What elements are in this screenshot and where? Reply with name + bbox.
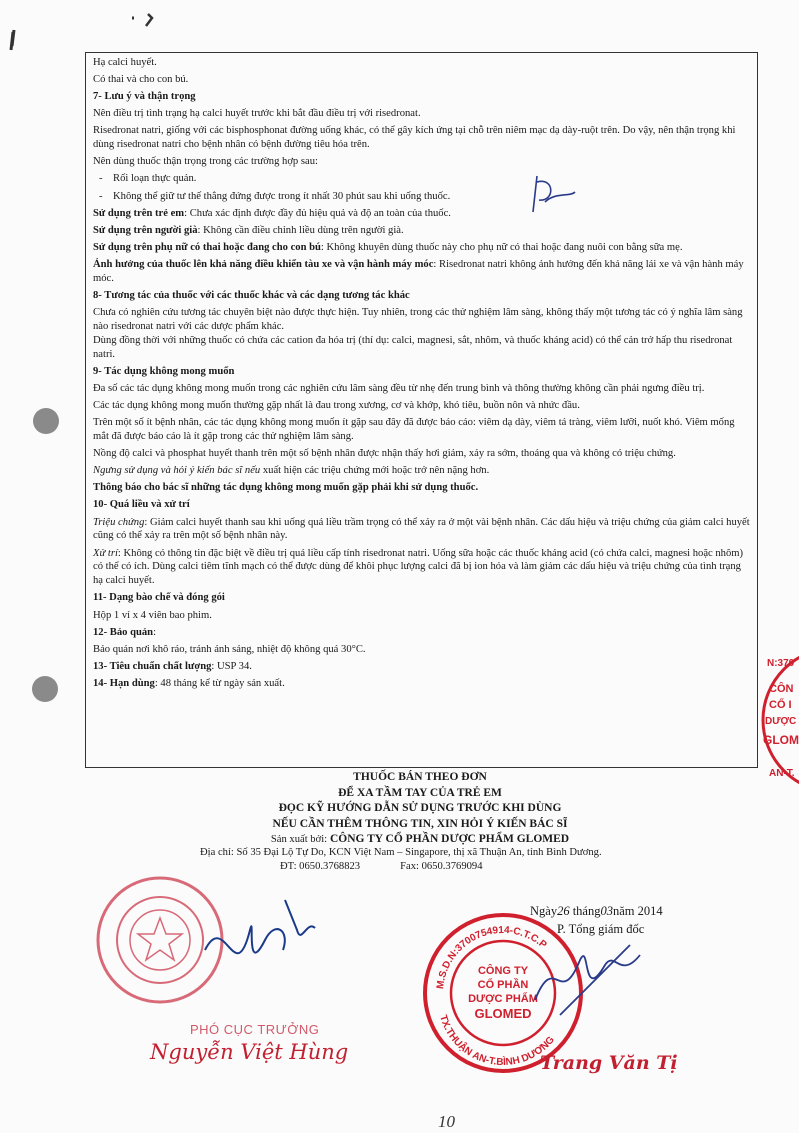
list-item-text: Không thể giữ tư thế thẳng đứng được trong ít nhất 30 phút sau khi uống thuốc. (113, 190, 451, 202)
deputy-director-title: PHÓ CỤC TRƯỞNG (190, 1022, 320, 1037)
paragraph (93, 224, 753, 238)
punch-hole (32, 676, 58, 702)
punch-hole (33, 408, 59, 434)
section-heading-10: 10- Quá liều và xử trí (93, 499, 190, 511)
seal-text: CỔ I (769, 699, 792, 711)
address: Địa chỉ: Số 35 Đại Lộ Tự Do, KCN Việt Nam – Singapore, thị xã Thuận An, tỉnh Bình Dương. (200, 847, 602, 858)
phone: ĐT: 0650.3768823 (280, 861, 361, 872)
seal-text: N:370 (767, 658, 795, 669)
section-heading-7: 7- Lưu ý và thận trọng (93, 91, 196, 103)
paragraph (93, 258, 753, 286)
text: : (153, 626, 157, 638)
signer-title: P. Tổng giám đốc (557, 922, 645, 936)
signer-name-right: Trang Văn Tị (540, 1052, 678, 1074)
seal-ring-bottom: TX.THUẬN AN-T.BÌNH DƯƠNG (437, 1013, 557, 1069)
text: : 48 tháng kể từ ngày sản xuất. (154, 677, 285, 689)
paragraph (93, 464, 753, 478)
paragraph: Thông báo cho bác sĩ những tác dụng không mong muốn gặp phải khi sử dụng thuốc. (93, 482, 479, 494)
handwritten-initial (525, 172, 585, 222)
list-item: - Không thể giữ tư thế thẳng đứng được trong ít nhất 30 phút sau khi uống thuốc. (99, 190, 451, 202)
seal-text: DƯỢC PHẨM (468, 993, 538, 1005)
paragraph: Các tác dụng không mong muốn thường gặp nhất là đau trong xương, cơ và khớp, khó tiêu, buồn nôn và nhức đầu. (93, 400, 580, 412)
paragraph: Nồng độ calci và phosphat huyết thanh trên một số bệnh nhân được nhận thấy hơi giảm, xảy ra sớm, thoáng qua và không có triệu chứng. (93, 448, 676, 460)
section-heading-13: 13- Tiêu chuẩn chất lượng (93, 660, 212, 672)
footer-notice (200, 770, 640, 848)
text: : Giảm calci huyết thanh sau khi uống quá liều trầm trọng có thể xảy ra ở một vài bệnh nhân. Các dấu hiệu và triệu chứng của giảm calci huyết cũng có thể xảy ra trên một số bệnh nhân này. (93, 516, 750, 542)
text-line: Có thai và cho con bú. (93, 74, 189, 86)
paragraph: Bảo quản nơi khô ráo, tránh ánh sáng, nhiệt độ không quá 30°C. (93, 643, 366, 655)
text: : Risedronat natri không ảnh hưởng đến khả năng lái xe và vận hành máy móc. (93, 258, 744, 284)
manufacturer-label: Sản xuất bởi: (270, 834, 328, 846)
paragraph (93, 241, 753, 255)
paragraph: Nên điều trị tình trạng hạ calci huyết trước khi bắt đầu điều trị với risedronat. (93, 108, 421, 120)
text-line: Hạ calci huyết. (93, 57, 157, 68)
executive-signature (520, 930, 660, 1030)
fax: Fax: 0650.3769094 (400, 861, 483, 872)
text: : USP 34. (211, 660, 252, 672)
paragraph (93, 207, 753, 221)
text: : Không cần điều chỉnh liều dùng trên người già. (197, 224, 404, 236)
paragraph: Trên một số ít bệnh nhân, các tác dụng không mong muốn ít gặp sau đây đã được báo cáo: viêm dạ dày, viêm tá tràng, viêm lưỡi, nuốt khó. Viêm mống mắt đã được báo cáo là ít gặp trong các thử nghiệm lâm sàng. (93, 417, 735, 443)
seal-text: CÔNG TY (477, 965, 529, 977)
footer-line: ĐỌC KỸ HƯỚNG DẪN SỬ DỤNG TRƯỚC KHI DÙNG (278, 802, 562, 815)
footer-line: ĐỂ XA TẦM TAY CỦA TRẺ EM (338, 786, 502, 799)
document-body (93, 56, 753, 694)
label: Sử dụng trên trẻ em (93, 207, 185, 219)
section-heading-12-line (93, 626, 753, 640)
paragraph (93, 516, 753, 544)
text: : Không khuyên dùng thuốc này cho phụ nữ có thai hoặc đang nuôi con bằng sữa mẹ. (320, 241, 683, 253)
italic-label: Xử trí (93, 547, 118, 559)
date-month: 03 (600, 904, 613, 918)
contact-line (200, 860, 700, 874)
text: : Chưa xác định được đầy đủ hiệu quả và độ an toàn của thuốc. (184, 207, 451, 219)
seal-text: CỔ PHẦN (477, 979, 529, 991)
text: : Không có thông tin đặc biệt về điều trị quá liều cấp tính risedronat natri. Uống sữa hoặc các thuốc kháng acid (có chứa calci, magnesi hoặc nhôm) có thể có ích. Dùng calci tiêm tĩnh mạch có thể được dùng để khôi phục lượng calci đã bị ion hóa và làm giảm các dấu hiệu và triệu chứng của tình trạng hạ calci huyết. (93, 547, 744, 587)
paragraph (93, 660, 753, 674)
label: Sử dụng trên người già (93, 224, 198, 236)
list-item-text: Rối loạn thực quản. (113, 173, 197, 185)
section-heading-9: 9- Tác dụng không mong muốn (93, 365, 235, 377)
paragraph: Chưa có nghiên cứu tương tác chuyên biệt nào được thực hiện. Tuy nhiên, trong các thử nghiệm lâm sàng, không thấy một tương tác có ý nghĩa lâm sàng nào risedronat natri với các dược phẩm khác. (93, 307, 743, 332)
paragraph: Đa số các tác dụng không mong muốn trong các nghiên cứu lâm sàng đều từ nhẹ đến trung bình và thông thường không cần phải ngưng điều trị. (93, 382, 705, 394)
seal-text: AN-T. (769, 768, 795, 779)
section-heading-11: 11- Dạng bào chế và đóng gói (93, 592, 225, 604)
seal-text: DƯỢC (765, 716, 797, 727)
footer-line: THUỐC BÁN THEO ĐƠN (353, 771, 487, 783)
label: Sử dụng trên phụ nữ có thai hoặc đang cho con bú (93, 241, 321, 253)
paragraph: Hộp 1 vỉ x 4 viên bao phim. (93, 609, 212, 621)
italic-text: Ngưng sử dụng và hỏi ý kiến bác sĩ nếu (93, 465, 261, 477)
seal-text: CÔN (769, 683, 794, 695)
director-signature (195, 890, 335, 1000)
month-prefix: tháng (572, 904, 601, 918)
section-heading-12: 12- Bảo quản (93, 626, 154, 638)
date-year: năm 2014 (612, 904, 663, 918)
seal-text: GLOM (763, 733, 799, 747)
paragraph: Dùng đồng thời với những thuốc có chứa các cation đa hóa trị (thí dụ: calci, magnesi, sắt, nhôm, và thuốc kháng acid) có thể cản trở hấp thu risedronat natri. (93, 334, 733, 360)
seal-text: GLOMED (474, 1006, 532, 1021)
edge-seal (755, 640, 799, 800)
text: xuất hiện các triệu chứng mới hoặc trở nên nặng hơn. (260, 465, 490, 477)
paragraph (93, 677, 753, 691)
label: Ảnh hưởng của thuốc lên khả năng điều khiển tàu xe và vận hành máy móc (93, 258, 434, 270)
seal-ring-top: M.S.D.N:3700754914-C.T.C.P (435, 924, 549, 990)
date-day: 26 (557, 904, 570, 918)
address-block (200, 846, 700, 874)
section-heading-8: 8- Tương tác của thuốc với các thuốc khác và các dạng tương tác khác (93, 289, 410, 301)
footer-line: NẾU CẦN THÊM THÔNG TIN, XIN HỎI Ý KIẾN BÁC SĨ (272, 817, 568, 830)
paragraph: Risedronat natri, giống với các bisphosphonat đường uống khác, có thể gây kích ứng tại chỗ trên niêm mạc dạ dày-ruột trên. Do vậy, nên thận trọng khi dùng risedronat natri cho bệnh nhân có bệnh đường tiêu hóa trên. (93, 125, 736, 151)
manufacturer-name: CÔNG TY CỔ PHẦN DƯỢC PHẨM GLOMED (329, 833, 570, 846)
date-prefix: Ngày (530, 904, 558, 918)
page-number: 10 (438, 1112, 455, 1131)
list-item: - Rối loạn thực quản. (99, 173, 197, 185)
paragraph: Nên dùng thuốc thận trọng trong các trường hợp sau: (93, 156, 318, 168)
signer-name-left: Nguyễn Việt Hùng (150, 1040, 349, 1064)
paragraph (93, 547, 753, 589)
section-heading-14: 14- Hạn dùng (93, 677, 155, 689)
italic-label: Triệu chứng (93, 516, 145, 528)
